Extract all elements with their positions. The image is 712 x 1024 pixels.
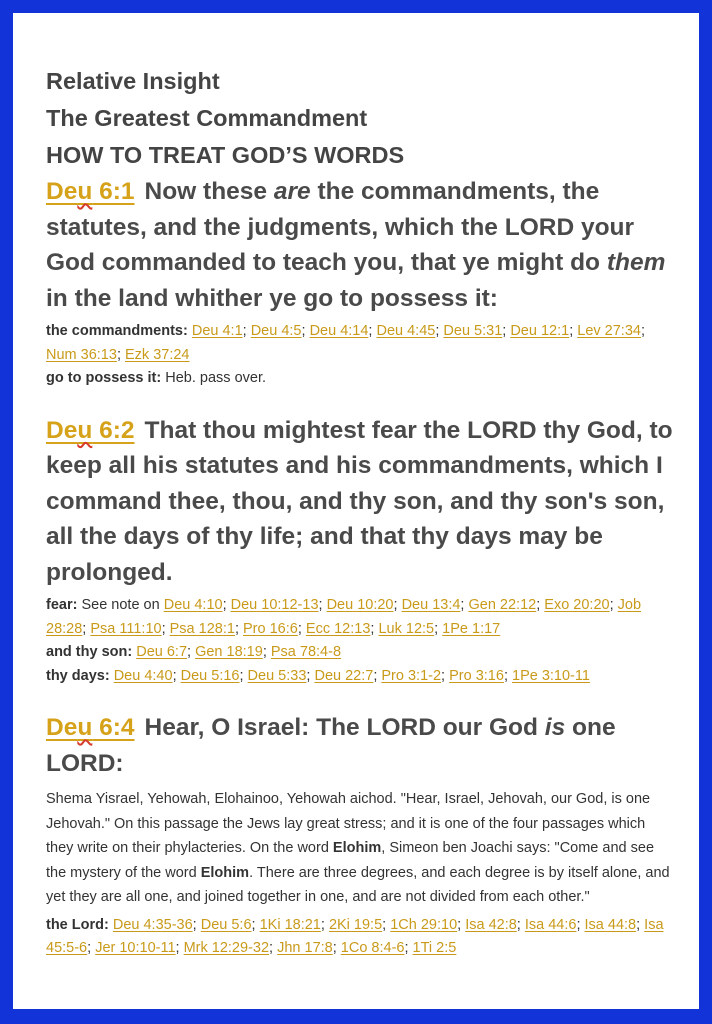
commentary-segment: , Simeon ben Joachi says: "Come and see the mystery of the word xyxy=(46,840,655,881)
cross-reference-link[interactable]: Isa 45:5-6 xyxy=(46,916,664,956)
cross-reference-link[interactable]: Lev 27:34 xyxy=(577,323,641,339)
cross-reference-link[interactable]: Pro 3:16 xyxy=(449,667,504,684)
verse-reference-link[interactable] xyxy=(46,417,135,444)
cross-reference-link[interactable]: Ezk 37:24 xyxy=(125,346,190,363)
note-text: See note on xyxy=(81,597,160,613)
cross-reference-link[interactable]: 1Ti 2:5 xyxy=(412,940,457,956)
cross-reference-link[interactable]: Deu 4:14 xyxy=(309,323,369,339)
verse-text-segment: in the land whither ye go to possess it: xyxy=(46,284,498,312)
commentary-segment: . There are three degrees, and each degree is by itself alone, and yet they are all one, and joined together in one, and are not divided from each other." xyxy=(46,864,670,905)
cross-reference-link[interactable]: Deu 13:4 xyxy=(401,597,461,613)
verse-text-segment: one LORD: xyxy=(46,714,616,777)
note-label: the Lord: xyxy=(46,916,109,933)
cross-reference-link[interactable]: Mrk 12:29-32 xyxy=(183,940,270,956)
section-gap xyxy=(46,688,675,710)
verse-text-segment: the commandments, the statutes, and the judgments, which the LORD your God commanded to teach you, that ye might do xyxy=(46,178,635,276)
heading-how-to-treat: HOW TO TREAT GOD’S WORDS xyxy=(46,142,405,168)
note-text: Heb. pass over. xyxy=(165,370,266,386)
verse-text-segment: That thou mightest fear the LORD thy God, to keep all his statutes and his commandments, which I command thee, thou, and thy son, and thy son's son, all the days of thy life; and that thy days may be prolonged. xyxy=(46,416,673,586)
cross-reference-link[interactable]: Deu 4:1 xyxy=(191,323,243,339)
verse-text-segment: Now these xyxy=(144,178,274,205)
cross-reference-link[interactable]: Ecc 12:13 xyxy=(305,620,371,637)
cross-reference-link[interactable]: Deu 12:1 xyxy=(510,323,570,339)
cross-reference-link[interactable]: Isa 44:8 xyxy=(584,916,637,933)
verse-ref-text: De xyxy=(46,178,78,205)
note-label: and thy son: xyxy=(46,644,133,660)
cross-reference-link[interactable]: Isa 44:6 xyxy=(524,916,577,933)
cross-reference-link[interactable]: Gen 22:12 xyxy=(468,597,537,613)
cross-reference-link[interactable]: Deu 10:12-13 xyxy=(230,597,319,613)
cross-reference-link[interactable]: Deu 5:31 xyxy=(443,323,503,339)
verse-ref-number: 6:2 xyxy=(92,416,135,444)
cross-reference-notes xyxy=(46,594,675,688)
cross-reference-link[interactable]: Psa 111:10 xyxy=(90,620,162,637)
verse-text-segment: them xyxy=(606,249,666,276)
cross-reference-link[interactable]: Deu 4:5 xyxy=(250,323,302,339)
commentary-segment: Elohim xyxy=(200,864,250,881)
note-line: the Lord: Deu 4:35-36; Deu 5:6; 1Ki 18:21; 2Ki 19:5; 1Ch 29:10; Isa 42:8; Isa 44:6; Isa 44:8; Isa 45:5-6; Jer 10:10-11; Mrk 12:29-32; Jhn 17:8; 1Co 8:4-6; 1Ti 2:5 xyxy=(46,916,664,956)
cross-reference-link[interactable]: 1Ki 18:21 xyxy=(259,916,321,933)
spellcheck-underline: u xyxy=(77,714,93,741)
cross-reference-link[interactable]: Deu 5:16 xyxy=(180,667,240,684)
cross-reference-link[interactable]: Deu 6:7 xyxy=(136,644,188,660)
note-line: fear: See note on Deu 4:10; Deu 10:12-13; Deu 10:20; Deu 13:4; Gen 22:12; Exo 20:20; Job 28:28; Psa 111:10; Psa 128:1; Pro 16:6; Ecc 12:13; Luk 12:5; 1Pe 1:17 xyxy=(46,597,642,637)
spellcheck-underline: u xyxy=(77,416,93,444)
headings xyxy=(46,63,675,174)
commentary-paragraph xyxy=(46,787,675,910)
note-label: fear: xyxy=(46,597,78,613)
verse-reference-link[interactable] xyxy=(46,714,135,741)
commentary-segment: Elohim xyxy=(332,840,382,856)
heading-relative-insight: Relative Insight xyxy=(46,68,220,94)
note-label: the commandments: xyxy=(46,323,188,339)
cross-reference-link[interactable]: Pro 16:6 xyxy=(243,620,298,637)
document-page xyxy=(13,13,699,1009)
cross-reference-link[interactable]: Gen 18:19 xyxy=(195,644,263,660)
cross-reference-link[interactable]: Deu 4:35-36 xyxy=(112,916,193,933)
verses-container xyxy=(46,174,675,961)
cross-reference-link[interactable]: Exo 20:20 xyxy=(544,597,610,613)
note-line: thy days: Deu 4:40; Deu 5:16; Deu 5:33; Deu 22:7; Pro 3:1-2; Pro 3:16; 1Pe 3:10-11 xyxy=(46,667,590,684)
cross-reference-link[interactable]: Deu 22:7 xyxy=(314,667,374,684)
cross-reference-link[interactable]: Luk 12:5 xyxy=(378,620,435,637)
cross-reference-link[interactable]: Deu 4:10 xyxy=(163,597,223,613)
verse-ref-number: 6:1 xyxy=(92,178,135,205)
verse-3 xyxy=(46,710,675,781)
cross-reference-notes xyxy=(46,320,675,391)
note-line: and thy son: Deu 6:7; Gen 18:19; Psa 78:4-8 xyxy=(46,644,342,660)
cross-reference-link[interactable]: Deu 5:33 xyxy=(247,667,307,684)
spellcheck-underline: u xyxy=(77,178,93,205)
cross-reference-link[interactable]: Deu 10:20 xyxy=(326,597,394,613)
cross-reference-notes xyxy=(46,914,675,961)
verse-text-segment: is xyxy=(544,714,566,741)
cross-reference-link[interactable]: 1Ch 29:10 xyxy=(390,916,458,933)
heading-greatest-commandment: The Greatest Commandment xyxy=(46,105,368,131)
section-gap xyxy=(46,391,675,413)
cross-reference-link[interactable]: 1Pe 3:10-11 xyxy=(512,667,590,684)
note-line: the commandments: Deu 4:1; Deu 4:5; Deu 4:14; Deu 4:45; Deu 5:31; Deu 12:1; Lev 27:34; Num 36:13; Ezk 37:24 xyxy=(46,323,645,363)
verse-reference-link[interactable] xyxy=(46,178,135,205)
verse-ref-text: De xyxy=(46,714,78,741)
cross-reference-link[interactable]: 1Pe 1:17 xyxy=(442,620,501,637)
verse-text-segment: Hear, O Israel: The LORD our God xyxy=(144,714,545,741)
cross-reference-link[interactable]: 1Co 8:4-6 xyxy=(340,940,405,956)
cross-reference-link[interactable]: Deu 5:6 xyxy=(200,916,252,933)
cross-reference-link[interactable]: Psa 128:1 xyxy=(169,620,235,637)
cross-reference-link[interactable]: Pro 3:1-2 xyxy=(381,667,442,684)
cross-reference-link[interactable]: Jer 10:10-11 xyxy=(95,940,176,956)
verse-ref-number: 6:4 xyxy=(92,714,135,741)
cross-reference-link[interactable]: Deu 4:45 xyxy=(376,323,436,339)
commentary-segment: Shema Yisrael, Yehowah, Elohainoo, Yehowah aichod. "Hear, Israel, Jehovah, our God, is one Jehovah." On this passage the Jews lay great stress; and it is one of the four passages which they write on their phylacteries. On the word xyxy=(46,791,651,856)
note-line xyxy=(46,367,675,391)
verse-ref-text: De xyxy=(46,416,78,444)
cross-reference-link[interactable]: Psa 78:4-8 xyxy=(270,644,342,660)
note-label: go to possess it: xyxy=(46,370,162,386)
cross-reference-link[interactable]: Jhn 17:8 xyxy=(277,940,333,956)
note-label: thy days: xyxy=(46,667,110,684)
verse-text-segment: are xyxy=(273,178,311,205)
cross-reference-link[interactable]: Isa 42:8 xyxy=(465,916,517,933)
cross-reference-link[interactable]: Job 28:28 xyxy=(46,597,642,637)
verse-2 xyxy=(46,413,675,591)
verse-1 xyxy=(46,174,675,316)
cross-reference-link[interactable]: Deu 4:40 xyxy=(113,667,173,684)
cross-reference-link[interactable]: Num 36:13 xyxy=(46,346,117,363)
cross-reference-link[interactable]: 2Ki 19:5 xyxy=(328,916,383,933)
